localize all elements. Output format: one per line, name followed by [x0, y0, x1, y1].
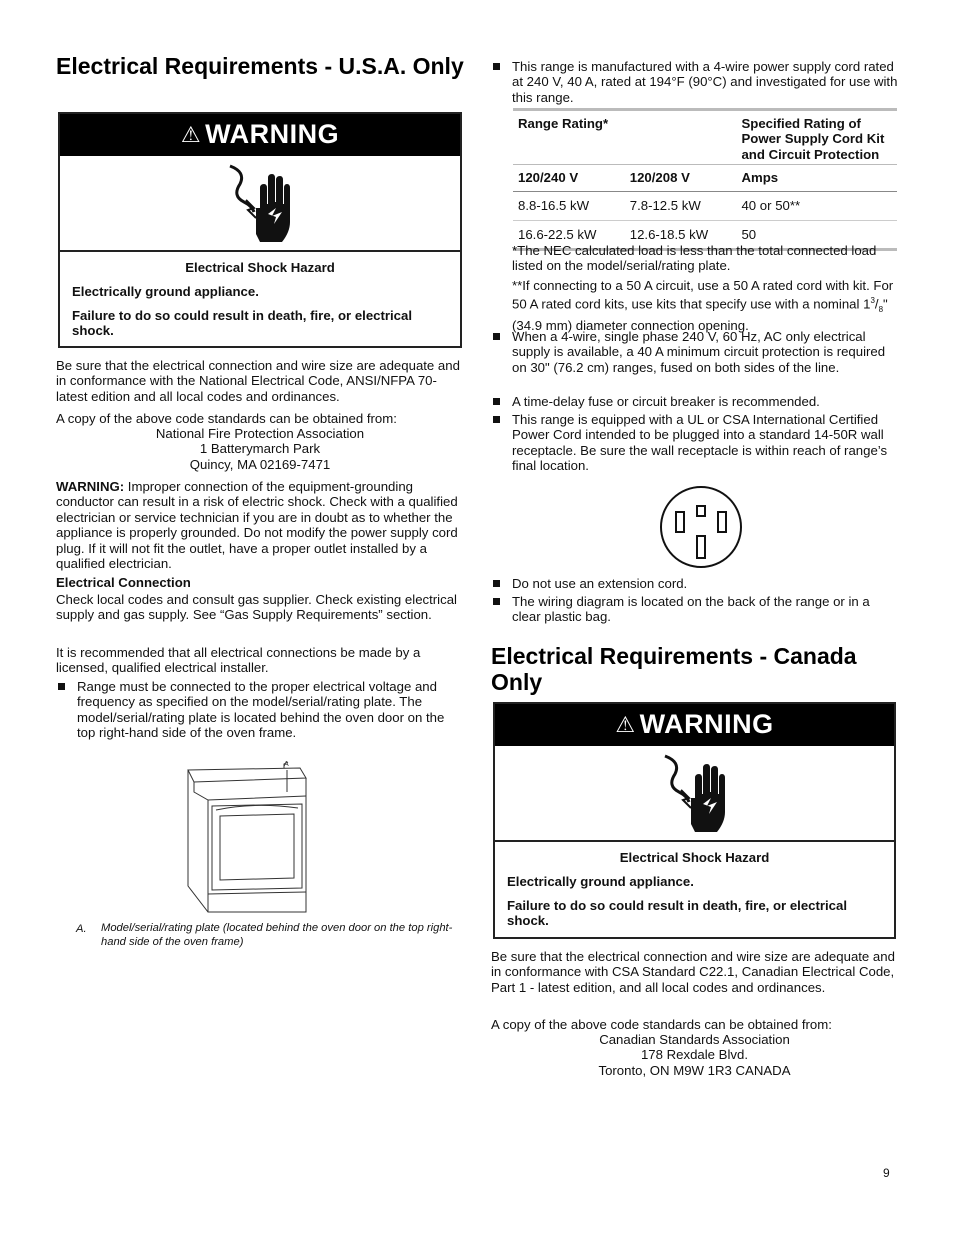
- table-header-range-rating: Range Rating*: [518, 116, 609, 131]
- section-title-canada: Electrical Requirements - Canada Only: [491, 643, 857, 695]
- address-line: Canadian Standards Association: [599, 1032, 790, 1047]
- shock-hazard-icon: [60, 156, 460, 252]
- bullet-voltage: Range must be connected to the proper electrical voltage and frequency as specified on the model/serial/rating plate. The model/serial/rating plate is located behind the oven door on the top right-hand side of the oven frame.: [56, 679, 464, 741]
- address-line: Toronto, ON M9W 1R3 CANADA: [598, 1062, 791, 1078]
- warning-box-canada: [493, 702, 896, 939]
- bullet-wiring-diagram: The wiring diagram is located on the back of the range or in a clear plastic bag.: [491, 594, 898, 625]
- section-title-usa: Electrical Requirements - U.S.A. Only: [56, 53, 464, 79]
- table-subheader: 120/240 V: [518, 170, 579, 185]
- figure-caption: Model/serial/rating plate (located behind the oven door on the top right-hand side of the oven frame): [101, 922, 453, 948]
- paragraph-warning-grounding: [56, 479, 464, 571]
- address-nfpa: [56, 426, 464, 472]
- receptacle-14-50r-icon: [658, 484, 744, 570]
- paragraph-recommend-installer: It is recommended that all electrical connections be made by a licensed, qualified electrical installer.: [56, 645, 421, 676]
- note-text: " (34.9 mm) diameter connection opening.: [512, 296, 888, 333]
- hazard-title: Electrical Shock Hazard: [619, 850, 770, 865]
- warning-line-1: Electrically ground appliance.: [72, 284, 259, 300]
- warning-header-text: WARNING: [639, 709, 774, 740]
- warning-line-2: Failure to do so could result in death, fire, or electrical shock.: [507, 897, 848, 929]
- rating-table-wrap: [491, 108, 898, 251]
- table-note-nec: *The NEC calculated load is less than the total connected load listed on the model/serial/rating plate.: [512, 243, 877, 274]
- bullet-time-delay: A time-delay fuse or circuit breaker is recommended.: [491, 394, 898, 409]
- table-cell: 8.8-16.5 kW: [518, 198, 590, 214]
- warning-box-usa: [58, 112, 462, 348]
- bullet-4-wire: When a 4-wire, single phase 240 V, 60 Hz, AC only electrical supply is available, a 40 A minimum circuit protection is required on 30" (76.2 cm) ranges, fused on both sides of the line.: [491, 329, 898, 375]
- table-cell: 7.8-12.5 kW: [629, 198, 701, 214]
- note-text: **If connecting to a 50 A circuit, use a 50 A rated cord with kit. For 50 A rated cord kits, use kits that specify use with a nominal 1: [512, 278, 894, 312]
- table-subheader: Amps: [741, 170, 779, 185]
- warning-header: [495, 704, 894, 746]
- address-csa: [491, 1032, 898, 1078]
- hazard-title: Electrical Shock Hazard: [185, 260, 335, 275]
- table-subheader: 120/208 V: [629, 170, 690, 185]
- warning-header-text: WARNING: [205, 119, 340, 150]
- table-subheader-row: [513, 165, 897, 192]
- page-number: 9: [883, 1166, 890, 1180]
- range-illustration: [174, 756, 374, 916]
- address-line: 1 Batterymarch Park: [199, 441, 321, 457]
- warning-label: WARNING:: [56, 479, 125, 494]
- warning-text: [495, 842, 894, 937]
- warning-triangle-icon: ⚠: [615, 712, 636, 738]
- warning-line-2: Failure to do so could result in death, fire, or electrical shock.: [72, 307, 413, 339]
- table-cell: 40 or 50**: [741, 198, 801, 214]
- table-header-row: [513, 110, 897, 165]
- address-line: 178 Rexdale Blvd.: [640, 1047, 749, 1063]
- warning-line-1: Electrically ground appliance.: [507, 874, 694, 890]
- caption-letter: A.: [76, 923, 87, 935]
- fraction-denominator: 8: [878, 305, 884, 315]
- bullet-extension-cord: Do not use an extension cord.: [491, 576, 898, 591]
- warning-triangle-icon: ⚠: [180, 122, 202, 148]
- table-cell: 16.6-22.5 kW: [518, 226, 597, 242]
- table-header-specified-rating: Specified Rating of Power Supply Cord Kit and Circuit Protection: [741, 116, 885, 162]
- warning-grounding-text: Improper connection of the equipment-grounding conductor can result in a risk of electric shock. Check with a qualified electrician or service technician if you are in doubt as to whether the appliance is properly grounded. Do not modify the power supply cord plug. If it will not fit the outlet, have a proper outlet installed by a qualified electrician.: [56, 479, 458, 572]
- shock-hazard-icon: [495, 746, 894, 842]
- subheading-electrical-connection: Electrical Connection: [56, 575, 191, 590]
- figure-label-a: A: [284, 761, 289, 768]
- paragraph-copy-standards: A copy of the above code standards can be obtained from:: [56, 411, 397, 426]
- address-line: Quincy, MA 02169-7471: [189, 456, 331, 472]
- paragraph-electrical-connection: Check local codes and consult gas supplier. Check existing electrical supply and gas supply. See “Gas Supply Requirements” section.: [56, 592, 457, 623]
- address-line: National Fire Protection Association: [155, 426, 365, 441]
- bullet-ul-csa: This range is equipped with a UL or CSA International Certified Power Cord intended to be plugged into a standard 14-50R wall receptacle. Be sure the wall receptacle is within reach of range’s final location.: [491, 412, 898, 474]
- fraction-numerator: 3: [870, 296, 875, 306]
- paragraph-csa-conformance: Be sure that the electrical connection and wire size are adequate and in conformance with CSA Standard C22.1, Canadian Electrical Code, Part 1 - latest edition, and all local codes and ordinances.: [491, 949, 895, 995]
- table-cell: 12.6-18.5 kW: [629, 226, 709, 242]
- table-note-50a: **If connecting to a 50 A circuit, use a 50 A rated cord with kit. For 50 A rated cord kits, use kits that specify use with a nominal $1^3/_8$" (34.9 mm) diameter connection opening.: [512, 278, 894, 333]
- paragraph-copy-standards-canada: A copy of the above code standards can be obtained from:: [491, 1017, 832, 1032]
- rating-table: [513, 108, 897, 251]
- bullet-power-cord: This range is manufactured with a 4-wire power supply cord rated at 240 V, 40 A, rated at 194°F (90°C) and investigated for use with this range.: [491, 59, 898, 105]
- warning-text: [60, 252, 460, 347]
- paragraph-conformance: Be sure that the electrical connection and wire size are adequate and in conformance with the National Electrical Code, ANSI/NFPA 70-latest edition and all local codes and ordinances.: [56, 358, 460, 404]
- warning-header: [60, 114, 460, 156]
- table-row: [513, 192, 897, 220]
- table-cell: 50: [741, 226, 757, 242]
